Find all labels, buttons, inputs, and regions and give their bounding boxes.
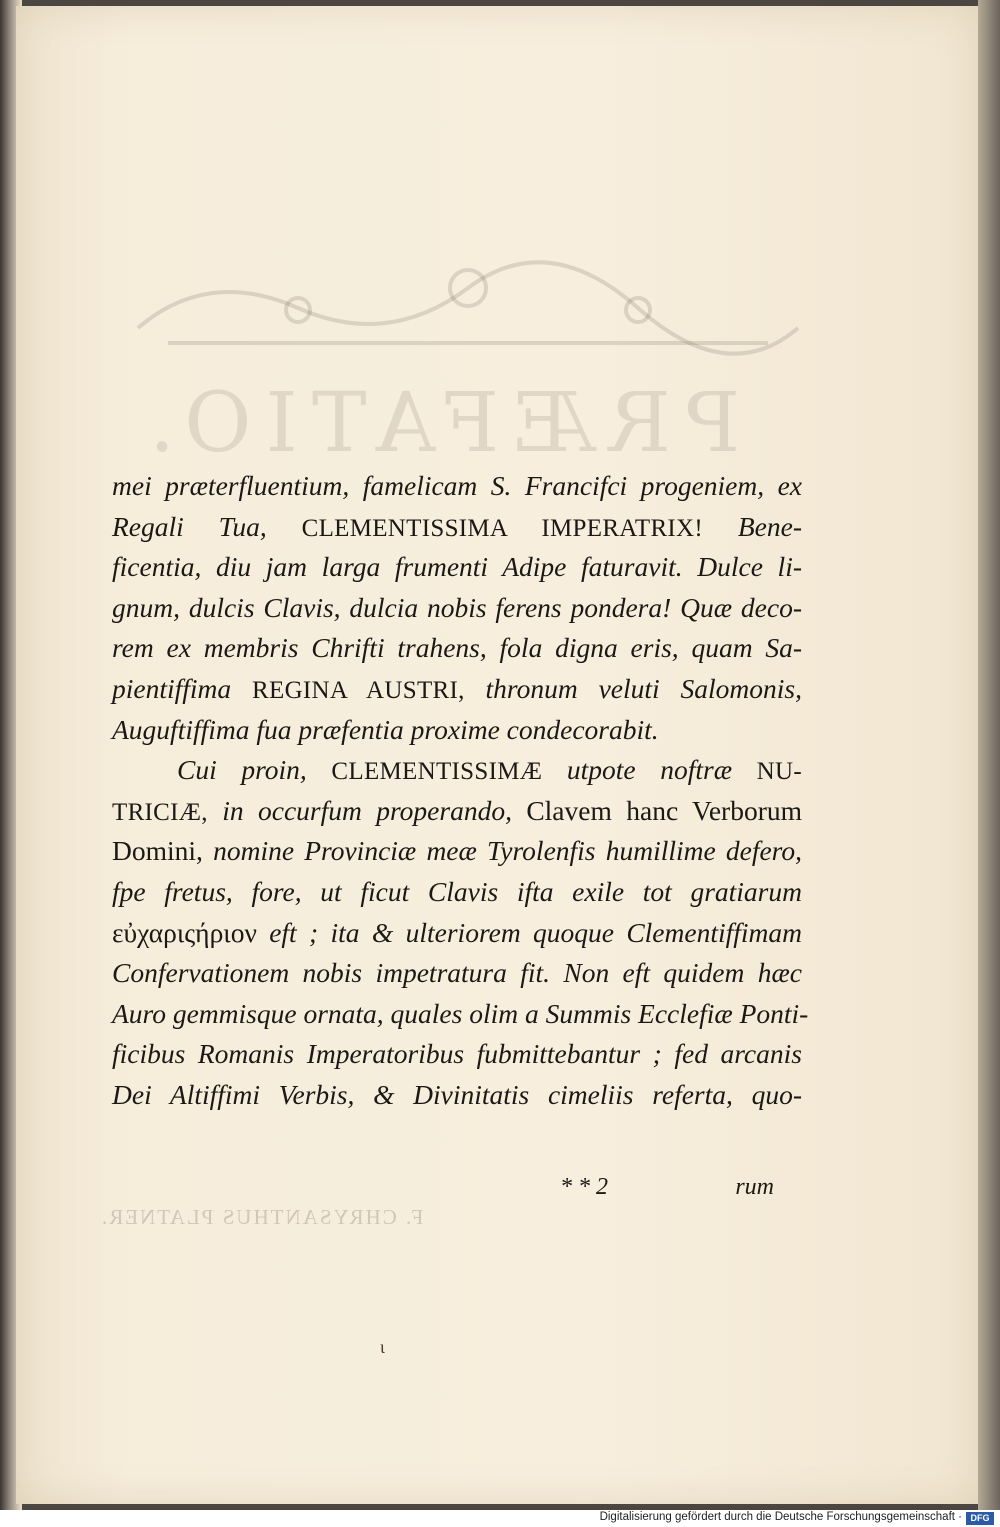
- text-line: [112, 507, 802, 548]
- text-line: [112, 1034, 802, 1075]
- text-segment: Domini,: [112, 835, 203, 867]
- text-segment: Cui proin,: [177, 754, 332, 786]
- text-segment: nomine Provinciæ meæ Tyrolenfis humillime defero,: [202, 835, 802, 867]
- text-line: [112, 791, 802, 832]
- text-segment: Regali Tua,: [112, 510, 302, 542]
- text-segment: gnum, dulcis Clavis, dulcia nobis ferens pondera! Quæ deco-: [112, 591, 802, 623]
- text-line: [112, 994, 809, 1035]
- text-segment: ficibus Romanis Imperatoribus fubmittebantur ; fed arcanis: [112, 1038, 802, 1070]
- text-line: [112, 913, 802, 954]
- bleed-through-ornament: [128, 248, 808, 358]
- text-segment: mei præterfluentium, famelicam S. Francifci progeniem, ex: [112, 470, 802, 501]
- text-line: [112, 710, 802, 751]
- text-segment: pientiffima: [112, 672, 253, 704]
- text-segment: eft ; ita & ulteriorem quoque Clementiffimam: [256, 916, 802, 948]
- text-segment: Bene-: [703, 510, 802, 542]
- text-line: [112, 588, 802, 629]
- dfg-credit: Digitalisierung gefördert durch die Deutsche Forschungsgemeinschaft ·: [599, 1511, 962, 1523]
- bleed-through-signature: F. CHRYSANTHUS PLATNER.: [100, 1205, 424, 1229]
- dfg-logo-icon: DFG: [966, 1512, 994, 1525]
- footer-line: [112, 1174, 802, 1204]
- text-segment: CLEMENTISSIMÆ: [331, 758, 543, 786]
- text-segment: Confervationem nobis impetratura fit. Non eft quidem hæc: [112, 957, 802, 989]
- text-line: [112, 547, 802, 588]
- text-segment: Dei Altiffimi Verbis, & Divinitatis cimeliis referta, quo-: [112, 1078, 802, 1110]
- text-line: [112, 750, 802, 791]
- text-line: [112, 669, 802, 710]
- signature-mark: * * 2: [560, 1174, 608, 1200]
- page-edge: [978, 0, 1000, 1510]
- text-segment: Auro gemmisque ornata, quales olim a Summis Ecclefiæ Ponti-: [112, 997, 809, 1029]
- text-segment: REGINA AUSTRI,: [252, 676, 465, 704]
- text-segment: rem ex membris Chrifti trahens, fola digna eris, quam Sa-: [112, 632, 802, 664]
- text-line: [112, 466, 802, 507]
- text-segment: thronum veluti Salomonis,: [464, 672, 802, 704]
- text-segment: CLEMENTISSIMA IMPERATRIX!: [301, 514, 704, 542]
- text-segment: utpote noftræ: [542, 754, 757, 786]
- dfg-footer-bar: [0, 1510, 1000, 1527]
- text-segment: εὐχαριςήριον: [112, 916, 257, 948]
- text-segment: NU-: [756, 758, 802, 786]
- text-line: [112, 872, 802, 913]
- stray-ink-mark: ɩ: [380, 1337, 385, 1357]
- text-segment: Clavem hanc Verborum: [526, 794, 802, 826]
- catchword: rum: [735, 1174, 774, 1200]
- body-text: [112, 466, 809, 1116]
- text-segment: TRICIÆ,: [112, 798, 208, 826]
- text-segment: Auguftiffima fua præfentia proxime condecorabit.: [112, 713, 659, 745]
- text-line: [112, 953, 802, 994]
- text-line: [112, 1075, 802, 1116]
- text-segment: in occurfum properando,: [207, 794, 527, 826]
- text-line: [112, 831, 802, 872]
- text-segment: fpe fretus, fore, ut ficut Clavis ifta exile tot gratiarum: [112, 875, 802, 907]
- text-segment: ficentia, diu jam larga frumenti Adipe faturavit. Dulce li-: [112, 551, 802, 583]
- bleed-through-title: PRÆFATIO.: [135, 376, 741, 471]
- text-line: [112, 628, 802, 669]
